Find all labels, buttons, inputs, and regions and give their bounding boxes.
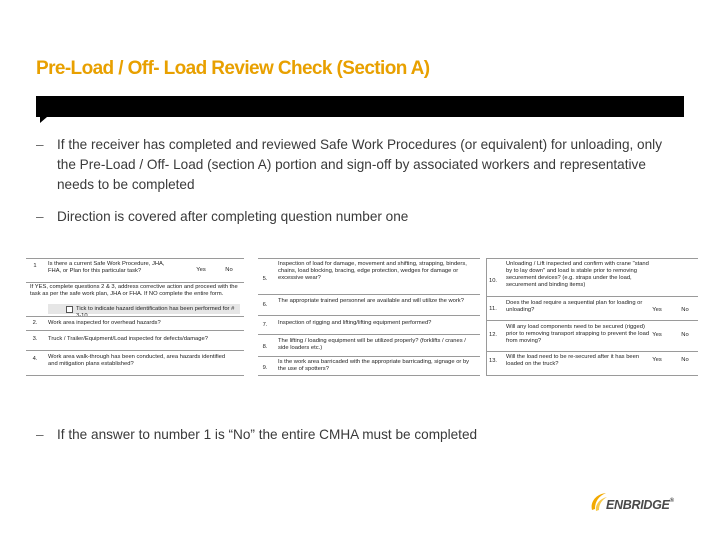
question-text: Work area walk-through has been conducted, area hazards identified and mitigation plans established? — [48, 354, 226, 367]
bullet-text: Direction is covered after completing question number one — [57, 209, 409, 224]
question-text: Does the load require a sequential plan for loading or unloading? — [506, 300, 643, 313]
answer-no: No — [681, 357, 689, 363]
bullet-item — [36, 135, 678, 195]
question-text: Will any load components need to be secured (rigged) prior to removing transport strapping to prevent the load from moving? — [506, 324, 650, 344]
bullet-text: If the answer to number 1 is “No” the entire CMHA must be completed — [57, 427, 478, 442]
form-column-3 — [486, 258, 698, 376]
question-number: 5. — [262, 276, 268, 282]
answer-no: No — [225, 267, 233, 273]
answer-yes: Yes — [196, 267, 206, 273]
form-column-1 — [26, 258, 244, 376]
slide-title: Pre-Load / Off- Load Review Check (Section A) — [36, 58, 430, 79]
question-text: Truck / Trailer/Equipment/Load inspected for defects/damage? — [48, 336, 208, 342]
question-text: The lifting / loading equipment will be utilized properly? (forklifts / cranes / side loaders etc.) — [278, 338, 466, 351]
answer-no: No — [681, 307, 689, 313]
question-number: 2. — [32, 320, 38, 326]
question-text: Will the load need to be re-secured after it has been loaded on the truck? — [506, 354, 640, 367]
logo-wordmark: ENBRIDGE® — [606, 498, 674, 512]
question-number: 8. — [262, 344, 268, 350]
question-text: Inspection of rigging and lifting/lifting equipment performed? — [278, 320, 432, 326]
question-number: 9. — [262, 365, 268, 371]
ack-text: Tick to indicate hazard identification has been performed for # — [76, 306, 235, 312]
bullet-text: If the receiver has completed and reviewed Safe Work Procedures (or equivalent) for unloading, only the Pre-Load / Off- Load (section A) portion and sign-off by associated workers and representative needs to be completed — [57, 137, 662, 192]
question-number: 13. — [488, 358, 498, 364]
bullet-item — [36, 425, 678, 445]
ack-checkbox — [66, 306, 73, 313]
answer-yes: Yes — [652, 357, 662, 363]
bullet-dash: – — [36, 209, 44, 224]
question-number: 6. — [262, 302, 268, 308]
question-number: 1 — [33, 263, 37, 269]
question-text: The appropriate trained personnel are available and will utilize the work? — [278, 298, 464, 304]
form-column-2 — [258, 258, 480, 376]
title-divider-bar — [36, 96, 684, 117]
question-number: 7. — [262, 322, 268, 328]
question-number: 12. — [488, 332, 498, 338]
enbridge-logo — [586, 490, 686, 516]
bullet-item — [36, 207, 678, 227]
question-text: Inspection of load for damage, movement and shifting, strapping, binders, chains, load blocking, bracing, edge protection, wedges for damage or excessive wear? — [278, 261, 467, 281]
question-number: 11. — [489, 306, 497, 312]
question-number: 3. — [32, 336, 38, 342]
answer-yes: Yes — [652, 332, 662, 338]
bullet-dash: – — [36, 427, 44, 442]
instruction-text: If YES, complete questions 2 & 3, address corrective action and proceed with the task as per the safe work plan, JHA or FHA. If NO complete the entire form. — [30, 284, 238, 297]
bullet-dash: – — [36, 137, 44, 152]
question-text: Is the work area barricaded with the appropriate barricading, signage or by the use of spotters? — [278, 359, 470, 372]
question-text: Work area inspected for overhead hazards? — [48, 320, 161, 326]
answer-no: No — [681, 332, 689, 338]
question-number: 10. — [488, 278, 498, 284]
divider-notch — [40, 117, 47, 123]
answer-yes: Yes — [652, 307, 662, 313]
question-text: Is there a current Safe Work Procedure, JHA, FHA, or Plan for this particular task? — [48, 261, 165, 274]
question-number: 4. — [32, 356, 38, 362]
question-text: Unloading / Lift inspected and confirm with crane "stand by to lay down" and load is stable prior to removing securement devices? (e.g. straps under the load, securement and binding items) — [506, 261, 649, 288]
